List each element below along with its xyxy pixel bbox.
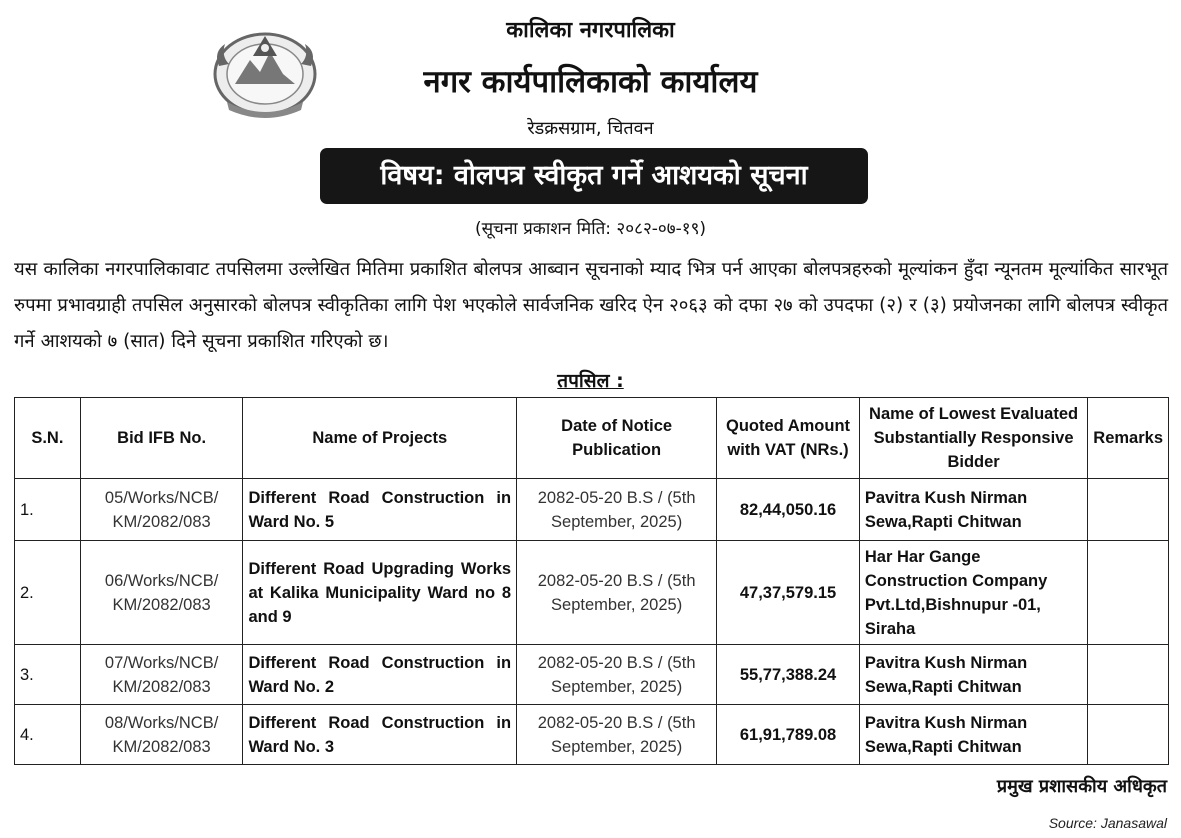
cell-date: 2082-05-20 B.S / (5th September, 2025): [517, 479, 717, 541]
header-remarks: Remarks: [1088, 398, 1169, 479]
header-amount: Quoted Amount with VAT (NRs.): [717, 398, 860, 479]
table-row: [15, 541, 1169, 645]
cell-bidder: Har Har Gange Construction Company Pvt.Ltd,Bishnupur -01, Siraha: [859, 541, 1087, 645]
publication-date: (सूचना प्रकाशन मिति: २०८२-०७-१९): [474, 219, 707, 239]
cell-bidder: Pavitra Kush Nirman Sewa,Rapti Chitwan: [859, 705, 1087, 765]
cell-ifb: 06/Works/NCB/ KM/2082/083: [80, 541, 243, 645]
cell-amount: 61,91,789.08: [717, 705, 860, 765]
cell-project: Different Road Construction in Ward No. 3: [243, 705, 517, 765]
cell-project: Different Road Construction in Ward No. 5: [243, 479, 517, 541]
cell-sn: 2.: [15, 541, 81, 645]
cell-project: Different Road Construction in Ward No. 2: [243, 645, 517, 705]
table-row: [15, 705, 1169, 765]
header-sn: S.N.: [15, 398, 81, 479]
office-address: रेडक्रसग्राम, चितवन: [527, 118, 654, 139]
cell-date: 2082-05-20 B.S / (5th September, 2025): [517, 541, 717, 645]
cell-project: Different Road Upgrading Works at Kalika Municipality Ward no 8 and 9: [243, 541, 517, 645]
cell-amount: 82,44,050.16: [717, 479, 860, 541]
cell-remarks: [1088, 541, 1169, 645]
cell-date: 2082-05-20 B.S / (5th September, 2025): [517, 705, 717, 765]
cell-remarks: [1088, 645, 1169, 705]
cell-ifb: 08/Works/NCB/ KM/2082/083: [80, 705, 243, 765]
header-ifb: Bid IFB No.: [80, 398, 243, 479]
table-heading: तपसिल :: [557, 370, 624, 392]
source-credit: Source: Janasawal: [1048, 815, 1167, 831]
signatory-title: प्रमुख प्रशासकीय अधिकृत: [996, 776, 1167, 797]
office-title: नगर कार्यपालिकाको कार्यालय: [423, 64, 758, 100]
cell-remarks: [1088, 705, 1169, 765]
cell-ifb: 05/Works/NCB/ KM/2082/083: [80, 479, 243, 541]
cell-amount: 47,37,579.15: [717, 541, 860, 645]
cell-sn: 4.: [15, 705, 81, 765]
table-header-row: [15, 398, 1169, 479]
header-project: Name of Projects: [243, 398, 517, 479]
municipality-name: कालिका नगरपालिका: [506, 18, 675, 43]
header-date: Date of Notice Publication: [517, 398, 717, 479]
cell-bidder: Pavitra Kush Nirman Sewa,Rapti Chitwan: [859, 479, 1087, 541]
notice-subject: विषय: वोलपत्र स्वीकृत गर्ने आशयको सूचना: [320, 148, 868, 204]
cell-remarks: [1088, 479, 1169, 541]
table-row: [15, 645, 1169, 705]
cell-sn: 3.: [15, 645, 81, 705]
cell-amount: 55,77,388.24: [717, 645, 860, 705]
notice-body: यस कालिका नगरपालिकावाट तपसिलमा उल्लेखित मितिमा प्रकाशित बोलपत्र आब्वान सूचनाको म्याद भित्र पर्न आएका बोलपत्रहरुको मूल्यांकन हुँदा न्यूनतम मूल्यांकित सारभूत रुपमा प्रभावग्राही तपसिल अनुसारको बोलपत्र स्वीकृतिका लागि पेश भएकोले सार्वजनिक खरिद ऐन २०६३ को दफा २७ को उपदफा (२) र (३) प्रयोजनका लागि बोलपत्र स्वीकृत गर्ने आशयको ७ (सात) दिने सूचना प्रकाशित गरिएको छ।: [14, 259, 1168, 352]
cell-ifb: 07/Works/NCB/ KM/2082/083: [80, 645, 243, 705]
header-bidder: Name of Lowest Evaluated Substantially Responsive Bidder: [859, 398, 1087, 479]
cell-bidder: Pavitra Kush Nirman Sewa,Rapti Chitwan: [859, 645, 1087, 705]
bid-table: [14, 397, 1169, 765]
cell-sn: 1.: [15, 479, 81, 541]
cell-date: 2082-05-20 B.S / (5th September, 2025): [517, 645, 717, 705]
table-row: [15, 479, 1169, 541]
